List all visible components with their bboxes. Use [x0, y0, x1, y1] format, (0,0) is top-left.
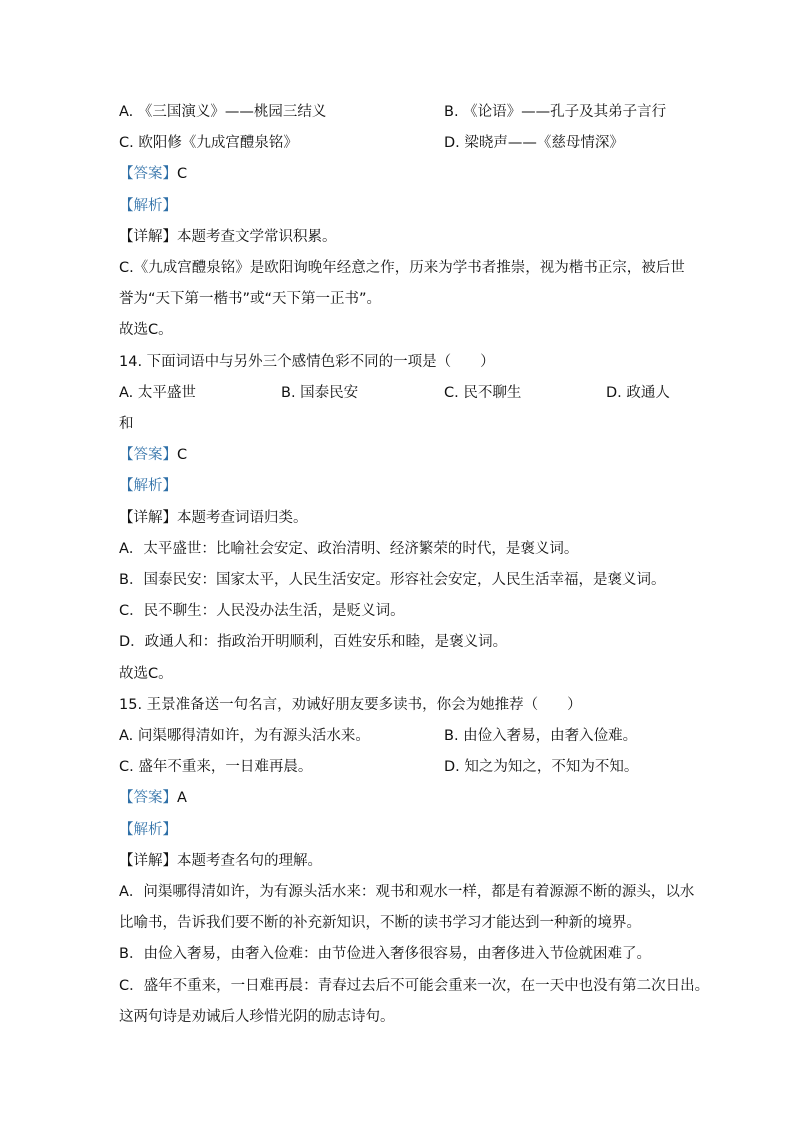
q13-analysis-tag: 【解析】: [119, 198, 177, 214]
q15-option-c: C. 盛年不重来，一日难再晨。: [119, 759, 313, 775]
q14-explain-line-1: A．太平盛世：比喻社会安定、政治清明、经济繁荣的时代，是褒义词。: [119, 541, 579, 557]
q14-conclusion: 故选C。: [119, 666, 173, 682]
q14-explain-line-4: D．政通人和：指政治开明顺利，百姓安乐和睦，是褒义词。: [119, 634, 508, 650]
q13-option-b: B. 《论语》——孔子及其弟子言行: [444, 104, 667, 120]
q15-option-d: D. 知之为知之，不知为不知。: [444, 759, 639, 775]
q15-explain-line-5: 这两句诗是劝诫后人珍惜光阴的励志诗句。: [119, 1009, 395, 1025]
answer-value: C: [177, 447, 188, 463]
q15-explain-line-3: B．由俭入奢易，由奢入俭难：由节俭进入奢侈很容易，由奢侈进入节俭就困难了。: [119, 946, 651, 962]
q14-explain-line-2: B．国泰民安：国家太平，人民生活安定。形容社会安定，人民生活幸福，是褒义词。: [119, 572, 666, 588]
q13-explain-line-2: 誉为“天下第一楷书”或“天下第一正书”。: [119, 291, 382, 307]
detail-text: 本题考查文学常识积累。: [177, 229, 337, 245]
q15-question: 15. 王景准备送一句名言，劝诫好朋友要多读书，你会为她推荐（ ）: [119, 697, 582, 713]
q15-answer-line: [119, 788, 187, 808]
q15-option-a: A. 问渠哪得清如许，为有源头活水来。: [119, 728, 370, 744]
q15-option-b: B. 由俭入奢易，由奢入俭难。: [444, 728, 638, 744]
q13-conclusion: 故选C。: [119, 322, 173, 338]
detail-tag: 【详解】: [119, 510, 177, 526]
answer-tag: 【答案】: [119, 790, 177, 806]
detail-text: 本题考查名句的理解。: [177, 853, 322, 869]
q14-explain-line-3: C．民不聊生：人民没办法生活，是贬义词。: [119, 603, 405, 619]
answer-value: A: [177, 790, 187, 806]
detail-text: 本题考查词语归类。: [177, 510, 308, 526]
q14-option-d-wrap: 和: [119, 416, 134, 432]
q14-option-c: C. 民不聊生: [444, 385, 522, 401]
q13-detail-line: [119, 227, 337, 247]
answer-tag: 【答案】: [119, 166, 177, 182]
answer-tag: 【答案】: [119, 447, 177, 463]
q15-explain-line-1: A．问渠哪得清如许，为有源头活水来：观书和观水一样，都是有着源源不断的源头，以水: [119, 884, 695, 900]
q14-option-a: A. 太平盛世: [119, 385, 196, 401]
q15-explain-line-4: C．盛年不重来，一日难再晨：青春过去后不可能会重来一次，在一天中也没有第二次日出。: [119, 978, 710, 994]
q15-analysis-tag: 【解析】: [119, 822, 177, 838]
q14-option-b: B. 国泰民安: [281, 385, 359, 401]
q13-option-a: A. 《三国演义》——桃园三结义: [119, 104, 327, 120]
detail-tag: 【详解】: [119, 229, 177, 245]
q14-detail-line: [119, 508, 308, 528]
q14-option-d: D. 政通人: [606, 385, 670, 401]
q15-detail-line: [119, 851, 322, 871]
q13-option-c: C. 欧阳修《九成宫醴泉铭》: [119, 135, 298, 151]
q14-question: 14. 下面词语中与另外三个感情色彩不同的一项是（ ）: [119, 354, 495, 370]
q15-explain-line-2: 比喻书，告诉我们要不断的补充新知识，不断的读书学习才能达到一种新的境界。: [119, 915, 641, 931]
answer-value: C: [177, 166, 188, 182]
q13-answer-line: [119, 164, 187, 184]
q14-analysis-tag: 【解析】: [119, 478, 177, 494]
detail-tag: 【详解】: [119, 853, 177, 869]
q14-answer-line: [119, 445, 187, 465]
q13-explain-line-1: C.《九成宫醴泉铭》是欧阳询晚年经意之作，历来为学书者推崇，视为楷书正宗，被后世: [119, 260, 685, 276]
q13-option-d: D. 梁晓声——《慈母情深》: [444, 135, 624, 151]
